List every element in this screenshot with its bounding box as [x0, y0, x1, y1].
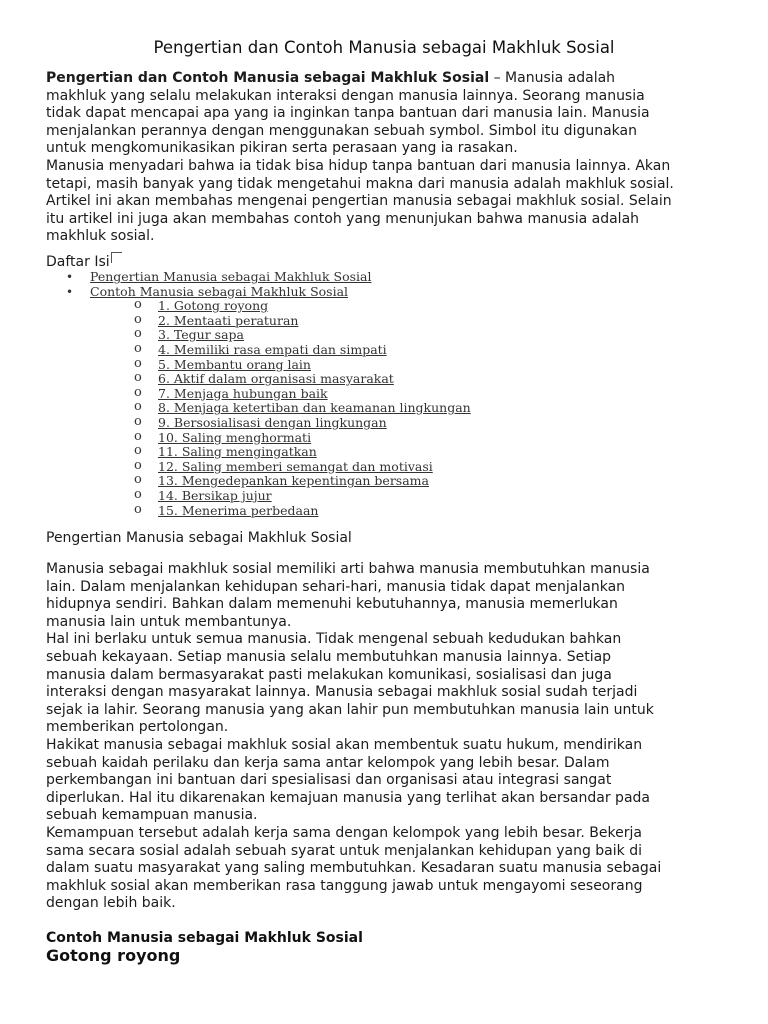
body-line: hidupnya sendiri. Bahkan dalam memenuhi kebutuhannya, manusia memerlukan [46, 596, 618, 613]
intro-line: menjalankan perannya dengan menggunakan sebuah symbol. Simbol itu digunakan [46, 122, 637, 139]
toc-sublink[interactable]: 4. Memiliki rasa empati dan simpati [158, 341, 387, 357]
toc-subitem [60, 460, 471, 475]
toc-sublink[interactable]: 5. Membantu orang lain [158, 356, 311, 372]
body-line: Hakikat manusia sebagai makhluk sosial akan membentuk suatu hukum, mendirikan [46, 736, 643, 753]
body-line: perkembangan ini bantuan dari spesialisasi dan organisasi atau integrasi sangat [46, 772, 612, 789]
intro-line: untuk mengkomunikasikan pikiran serta perasaan yang ia rasakan. [46, 140, 518, 157]
intro-line: makhluk sosial. [46, 228, 155, 245]
toc-sublink[interactable]: 10. Saling menghormati [158, 429, 312, 445]
toc-heading-label: Daftar Isi [46, 254, 110, 270]
body-line: memberikan pertolongan. [46, 719, 229, 736]
toc-item [60, 285, 471, 300]
toc-sublink[interactable]: 1. Gotong royong [158, 298, 269, 314]
intro-lead-rest: – Manusia adalah [489, 70, 616, 86]
toc-subitem [60, 445, 471, 460]
body-line: sejak ia lahir. Seorang manusia yang akan lahir pun membutuhkan manusia lain untuk [46, 701, 654, 718]
toc-link[interactable]: Pengertian Manusia sebagai Makhluk Sosial [90, 269, 372, 284]
intro-line: Manusia menyadari bahwa ia tidak bisa hidup tanpa bantuan dari manusia lainnya. Akan [46, 157, 671, 174]
body-line: dengan lebih baik. [46, 895, 176, 912]
section-heading: Pengertian Manusia sebagai Makhluk Sosial [46, 530, 352, 546]
body-line: diperlukan. Hal itu dikarenakan kemajuan manusia yang terlihat akan bersandar pada [46, 789, 650, 806]
toc-sublink[interactable]: 14. Bersikap jujur [158, 487, 272, 503]
toc-subitem [60, 358, 471, 373]
body-line: lain. Dalam menjalankan kehidupan sehari-hari, manusia tidak dapat menjalankan [46, 578, 626, 595]
page-title: Pengertian dan Contoh Manusia sebagai Makhluk Sosial [153, 38, 615, 57]
intro-line: itu artikel ini juga akan membahas contoh yang menunjukan bahwa manusia adalah [46, 210, 640, 227]
toc-sublink[interactable]: 12. Saling memberi semangat dan motivasi [158, 458, 433, 474]
intro-bold-lead: Pengertian dan Contoh Manusia sebagai Makhluk Sosial [46, 70, 490, 86]
toc-subitem [60, 387, 471, 402]
body-line: sebuah kekayaan. Setiap manusia selalu membutuhkan manusia lainnya. Setiap [46, 648, 612, 665]
toc-subitem [60, 489, 471, 504]
intro-paragraphs [46, 70, 674, 246]
toc-link[interactable]: Contoh Manusia sebagai Makhluk Sosial [90, 283, 349, 299]
toc-sublink[interactable]: 3. Tegur sapa [158, 327, 244, 343]
intro-line: makhluk yang selalu melakukan interaksi dengan manusia lainnya. Seorang manusia [46, 87, 645, 104]
toc-sublink[interactable]: 6. Aktif dalam organisasi masyarakat [158, 371, 394, 387]
toc-subitem [60, 474, 471, 489]
toc-sublink[interactable]: 11. Saling mengingatkan [158, 444, 317, 460]
intro-line: tidak dapat mencapai apa yang ia inginkan tanpa bantuan dari manusia lain. Manusia [46, 105, 650, 122]
toc-subitem [60, 416, 471, 431]
body-line: makhluk sosial akan memberikan rasa tanggung jawab untuk mengayomi seseorang [46, 877, 643, 894]
body-line: Manusia sebagai makhluk sosial memiliki arti bahwa manusia membutuhkan manusia [46, 561, 650, 577]
intro-line: tetapi, masih banyak yang tidak mengetahui makna dari manusia adalah makhluk sosial. [46, 175, 674, 192]
toc-sublink[interactable]: 2. Mentaati peraturan [158, 312, 299, 328]
section-heading-examples: Contoh Manusia sebagai Makhluk Sosial [46, 930, 363, 946]
intro-line: Artikel ini akan membahas mengenai pengertian manusia sebagai makhluk sosial. Selain [46, 193, 672, 210]
toc-subitem [60, 343, 471, 358]
toc-item [60, 270, 471, 285]
body-line: manusia lain untuk membantunya. [46, 613, 292, 630]
body-line: interaksi dengan masyarakat lainnya. Manusia sebagai makhluk sosial sudah terjadi [46, 684, 638, 701]
toc-sublink[interactable]: 13. Mengedepankan kepentingan bersama [158, 473, 429, 489]
toc-subitem [60, 504, 471, 519]
body-line: manusia dalam bermasyarakat pasti melakukan komunikasi, sosialisasi dan juga [46, 666, 612, 683]
toc-toggle-icon[interactable] [111, 252, 122, 263]
table-of-contents [60, 270, 471, 518]
toc-subitem [60, 372, 471, 387]
body-line: sebuah kemampuan manusia. [46, 807, 258, 824]
toc-subitem [60, 299, 471, 314]
toc-sublink[interactable]: 8. Menjaga ketertiban dan keamanan lingkungan [158, 400, 471, 416]
intro-line [46, 70, 674, 88]
body-line: dalam suatu masyarakat yang saling membutuhkan. Kesadaran suatu manusia sebagai [46, 860, 662, 877]
body-line: sama secara sosial adalah sebuah syarat untuk menjalankan kehidupan yang baik di [46, 842, 642, 859]
toc-heading [46, 254, 122, 270]
toc-sublink[interactable]: 9. Bersosialisasi dengan lingkungan [158, 414, 387, 430]
toc-subitem [60, 431, 471, 446]
toc-sublink[interactable]: 15. Menerima perbedaan [158, 502, 319, 518]
toc-sublink[interactable]: 7. Menjaga hubungan baik [158, 385, 328, 401]
section-paragraphs [46, 561, 661, 913]
toc-subitem [60, 328, 471, 343]
body-line: Hal ini berlaku untuk semua manusia. Tidak mengenal sebuah kedudukan bahkan [46, 631, 622, 648]
body-line: sebuah kaidah perilaku dan kerja sama antar kelompok yang lebih besar. Dalam [46, 754, 610, 771]
subsection-heading: Gotong royong [46, 946, 181, 965]
toc-subitem [60, 401, 471, 416]
toc-subitem [60, 314, 471, 329]
body-line: Kemampuan tersebut adalah kerja sama dengan kelompok yang lebih besar. Bekerja [46, 824, 642, 841]
